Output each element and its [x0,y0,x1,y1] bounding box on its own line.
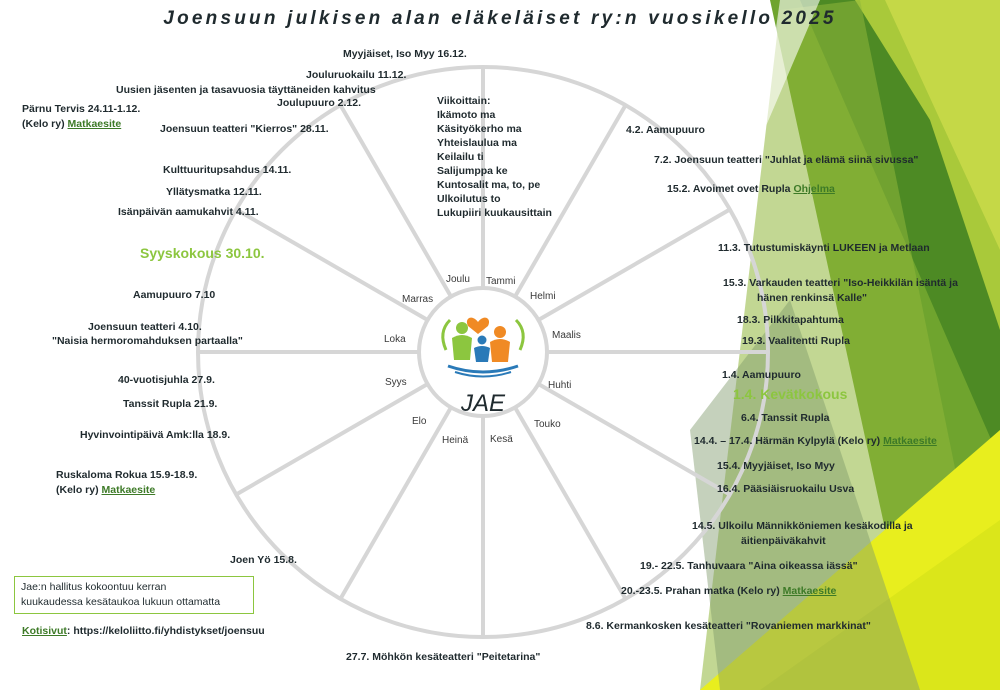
event-ulkoilu: 14.5. Ulkoilu Männikköniemen kesäkodilla ja [692,520,913,532]
board-meeting-note: Jae:n hallitus kokoontuu kerran kuukaudessa kesätaukoa lukuun ottamatta [14,576,254,614]
month-loka: Loka [384,334,406,345]
month-marras: Marras [402,294,434,305]
month-kesa: Kesä [490,434,513,445]
month-heina: Heinä [442,435,469,446]
event-parnu-organizer: (Kelo ry) Matkaesite [22,118,122,130]
weekly-item: Ikämoto ma [437,109,496,121]
event-parnu: Pärnu Tervis 24.11-1.12. [22,103,141,115]
event-paasiaisruokailu: 16.4. Pääsiäisruokailu Usva [717,483,855,495]
month-helmi: Helmi [530,291,556,302]
avoimet-program-link[interactable]: Ohjelma [793,183,835,195]
weekly-item: Ulkoilutus to [437,193,501,205]
weekly-item: Keilailu ti [437,151,484,163]
event-lukeen: 11.3. Tutustumiskäynti LUKEEN ja Metlaan [718,242,930,254]
page-title: Joensuun julkisen alan eläkeläiset ry:n vuosikello 2025 [163,8,837,29]
month-joulu: Joulu [446,274,470,285]
kylpyla-brochure-link[interactable]: Matkaesite [883,435,937,447]
event-isanpaiva: Isänpäivän aamukahvit 4.11. [118,206,259,218]
event-vaalitentti: 19.3. Vaalitentti Rupla [742,335,850,347]
weekly-item: Salijumppa ke [437,165,508,177]
event-juhlat-teatteri: 7.2. Joensuun teatteri "Juhlat ja elämä siinä sivussa" [654,154,919,166]
month-huhti: Huhti [548,380,572,391]
event-mohkon-kesateatteri: 27.7. Möhkön kesäteatteri "Peitetarina" [346,651,541,663]
weekly-item: Kuntosalit ma, to, pe [437,179,541,191]
event-teatteri-october-title: "Naisia hermoromahduksen partaalla" [52,335,243,347]
month-elo: Elo [412,416,427,427]
event-kulttuuritupsahdus: Kulttuuritupsahdus 14.11. [163,164,292,176]
event-ruskaloma-organizer: (Kelo ry) Matkaesite [56,484,156,496]
event-ruskaloma: Ruskaloma Rokua 15.9-18.9. [56,469,198,481]
event-40-vuotisjuhla: 40-vuotisjuhla 27.9. [118,374,215,386]
event-joen-yo: Joen Yö 15.8. [230,554,297,566]
event-harman-kylpyla: 14.4. – 17.4. Härmän Kylpylä (Kelo ry) Matkaesite [694,435,937,447]
month-syys: Syys [385,377,407,388]
month-maalis: Maalis [552,330,581,341]
month-tammi: Tammi [486,276,516,287]
weekly-item: Lukupiiri kuukausittain [437,207,552,219]
event-teatteri-october: Joensuun teatteri 4.10. [88,321,202,333]
event-kierros: Joensuun teatteri "Kierros" 28.11. [160,123,329,135]
homepage-url[interactable]: : https://keloliitto.fi/yhdistykset/joensuu [66,625,265,637]
ruskaloma-brochure-link[interactable]: Matkaesite [101,484,156,496]
event-syyskokous: Syyskokous 30.10. [140,245,265,261]
event-varkauden-teatteri: 15.3. Varkauden teatteri "Iso-Heikkilän isäntä ja [723,277,958,289]
event-kahvitus: Uusien jäsenten ja tasavuosia täyttäneiden kahvitus [116,84,376,96]
homepage-label[interactable]: Kotisivut [22,625,67,637]
event-tanhuvaara: 19.- 22.5. Tanhuvaara "Aina oikeassa iässä" [640,560,858,572]
event-prahan-matka: 20.-23.5. Prahan matka (Kelo ry) Matkaesite [621,585,837,597]
event-aamupuuro-february: 4.2. Aamupuuro [626,124,705,136]
event-tanssit-april: 6.4. Tanssit Rupla [741,412,830,424]
event-ulkoilu-aitienpaiva: äitienpäiväkahvit [741,535,826,547]
event-yllatysmatka: Yllätysmatka 12.11. [166,186,262,198]
weekly-item: Yhteislaulua ma [437,137,517,149]
event-tanssit-september: Tanssit Rupla 21.9. [123,398,218,410]
event-kevatkokous: 1.4. Kevätkokous [733,386,848,402]
event-jouluruokailu: Jouluruokailu 11.12. [306,69,407,81]
event-myyjaiset-april: 15.4. Myyjäiset, Iso Myy [717,460,835,472]
event-aamupuuro-april: 1.4. Aamupuuro [722,369,801,381]
weekly-heading: Viikoittain: [437,95,491,107]
event-pilkkitapahtuma: 18.3. Pilkkitapahtuma [737,314,844,326]
praha-brochure-link[interactable]: Matkaesite [782,585,837,597]
logo-text: JAE [460,390,505,417]
event-myyjaiset-december: Myyjäiset, Iso Myy 16.12. [343,48,467,60]
month-touko: Touko [534,419,561,430]
event-aamupuuro-october: Aamupuuro 7.10 [133,289,216,301]
event-hyvinvointipaiva: Hyvinvointipäivä Amk:lla 18.9. [80,429,231,441]
homepage-line [22,624,265,638]
parnu-brochure-link[interactable]: Matkaesite [67,118,122,130]
event-joulupuuro: Joulupuuro 2.12. [277,97,362,109]
event-avoimet-ovet: 15.2. Avoimet ovet Rupla Ohjelma [667,183,835,195]
event-varkauden-teatteri-title: hänen renkinsä Kalle" [757,292,868,304]
weekly-item: Käsityökerho ma [437,123,522,135]
event-kermankoski: 8.6. Kermankosken kesäteatteri "Rovaniemen markkinat" [586,620,871,632]
